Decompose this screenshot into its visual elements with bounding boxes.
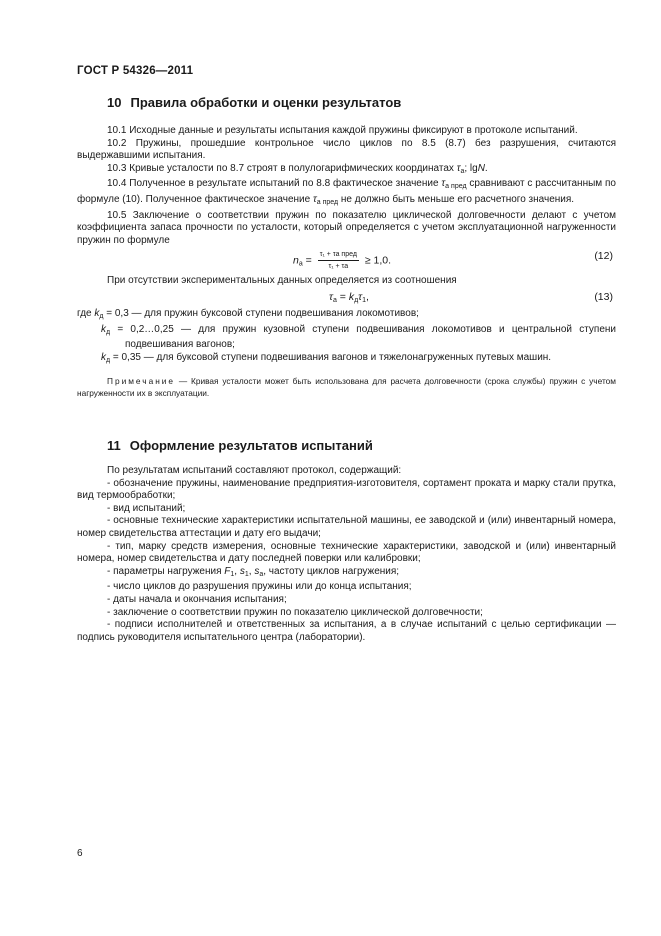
list-item: - тип, марку средств измерения, основные технические характеристики, заводской и (или) инвентарный номера, номер свидетельства и дату последней поверки или калибровки; [77,540,616,565]
section-10-title [107,95,401,110]
where-line-2: $k_д$ = 0,2…0,25 — для пружин кузовной ступени подвешивания локомотивов и центральной ступени подвешивания вагонов; [101,323,616,351]
list-item: - вид испытаний; [107,502,186,514]
note-text: — Кривая усталости может быть использована для расчета долговечности (срока службы) пружин с учетом нагруженности их в эксплуатации. [77,376,616,398]
section-10-heading: Правила обработки и оценки результатов [130,95,402,110]
section-11-title [107,438,373,453]
page-number: 6 [77,848,83,859]
paragraph-10-5: 10.5 Заключение о соответствии пружин по показателю циклической долговечности делают с учетом коэффициента запаса прочности по усталости, который определяется с учетом эксплуатационной нагруженности пружин по формуле [77,209,616,246]
section-11-intro: По результатам испытаний составляют протокол, содержащий: [107,465,402,476]
where-line-3: $k_д = 0,35$ — для буксовой ступени подвешивания вагонов и тяжелонагруженных путевых машин. [101,351,552,364]
section-11-heading: Оформление результатов испытаний [129,438,373,453]
paragraph-10-2: 10.2 Пружины, прошедшие контрольное число циклов по 8.5 (8.7) без разрушения, считаются выдержавшими испытания. [77,137,616,162]
list-item: - даты начала и окончания испытания; [107,593,287,605]
note-label: Примечание [107,376,176,387]
section-11-number: 11 [107,438,121,453]
list-item: - подписи исполнителей и ответственных за испытания, а в случае испытаний с целью сертификации — подпись руководителя испытательного центра (лаборатории). [77,619,616,643]
paragraph-10-1: 10.1 Исходные данные и результаты испытания каждой пружины фиксируют в протоколе испытаний. [107,125,578,136]
list-item: - параметры нагружения $F_1$, $s_1$, $s_a$, частоту циклов нагружения; [107,565,400,578]
equation-12-formula: $n_a$ = $\frac{\text{τ₁ + τа пред}}{\text{τ₁ + τа}}$ ≥ 1,0. [293,251,392,271]
paragraph-10-3: 10.3 Кривые усталости по 8.7 строят в полулогарифмических координатах $\tau_а$; lgN. [107,162,488,175]
equation-13 [77,288,616,308]
equation-13-formula: $\tau_а = k_д\tau_1$, [329,290,369,304]
document-header: ГОСТ Р 54326—2011 [77,65,194,77]
list-item: - заключение о соответствии пружин по показателю циклической долговечности; [107,606,483,618]
list-item: - обозначение пружины, наименование предприятия-изготовителя, сортамент проката и марку стали прутка, вид термообработки; [77,477,616,502]
section-11-body [77,465,616,644]
paragraph-10-4: 10.4 Полученное в результате испытаний по 8.8 фактическое значение $\tau_{а пред}$ сравнивают с рассчитанным по формуле (10). Полученное фактическое значение $\tau_{а пред}$ не должно быть меньше его расчетного значения. [77,178,616,206]
note [77,376,616,399]
paragraph-no-experimental: При отсутствии экспериментальных данных определяется из соотношения [107,275,457,287]
equation-12-denominator: τ₁ + τа [328,263,349,271]
list-item: - основные технические характеристики испытательной машины, ее заводской и (или) инвентарный номера, номер свидетельства аттестации и дату его выдачи; [77,515,616,539]
equation-13-label: (13) [594,290,613,303]
section-10-body [77,125,616,399]
section-10-number: 10 [107,95,122,110]
list-item: - число циклов до разрушения пружины или до конца испытания; [107,581,412,593]
where-line-1: где $k_д = 0,3$ — для пружин буксовой ступени подвешивания локомотивов; [77,307,419,320]
equation-12-numerator: τ₁ + τа пред [318,250,359,261]
equation-12 [77,247,616,271]
equation-12-label: (12) [594,250,613,263]
